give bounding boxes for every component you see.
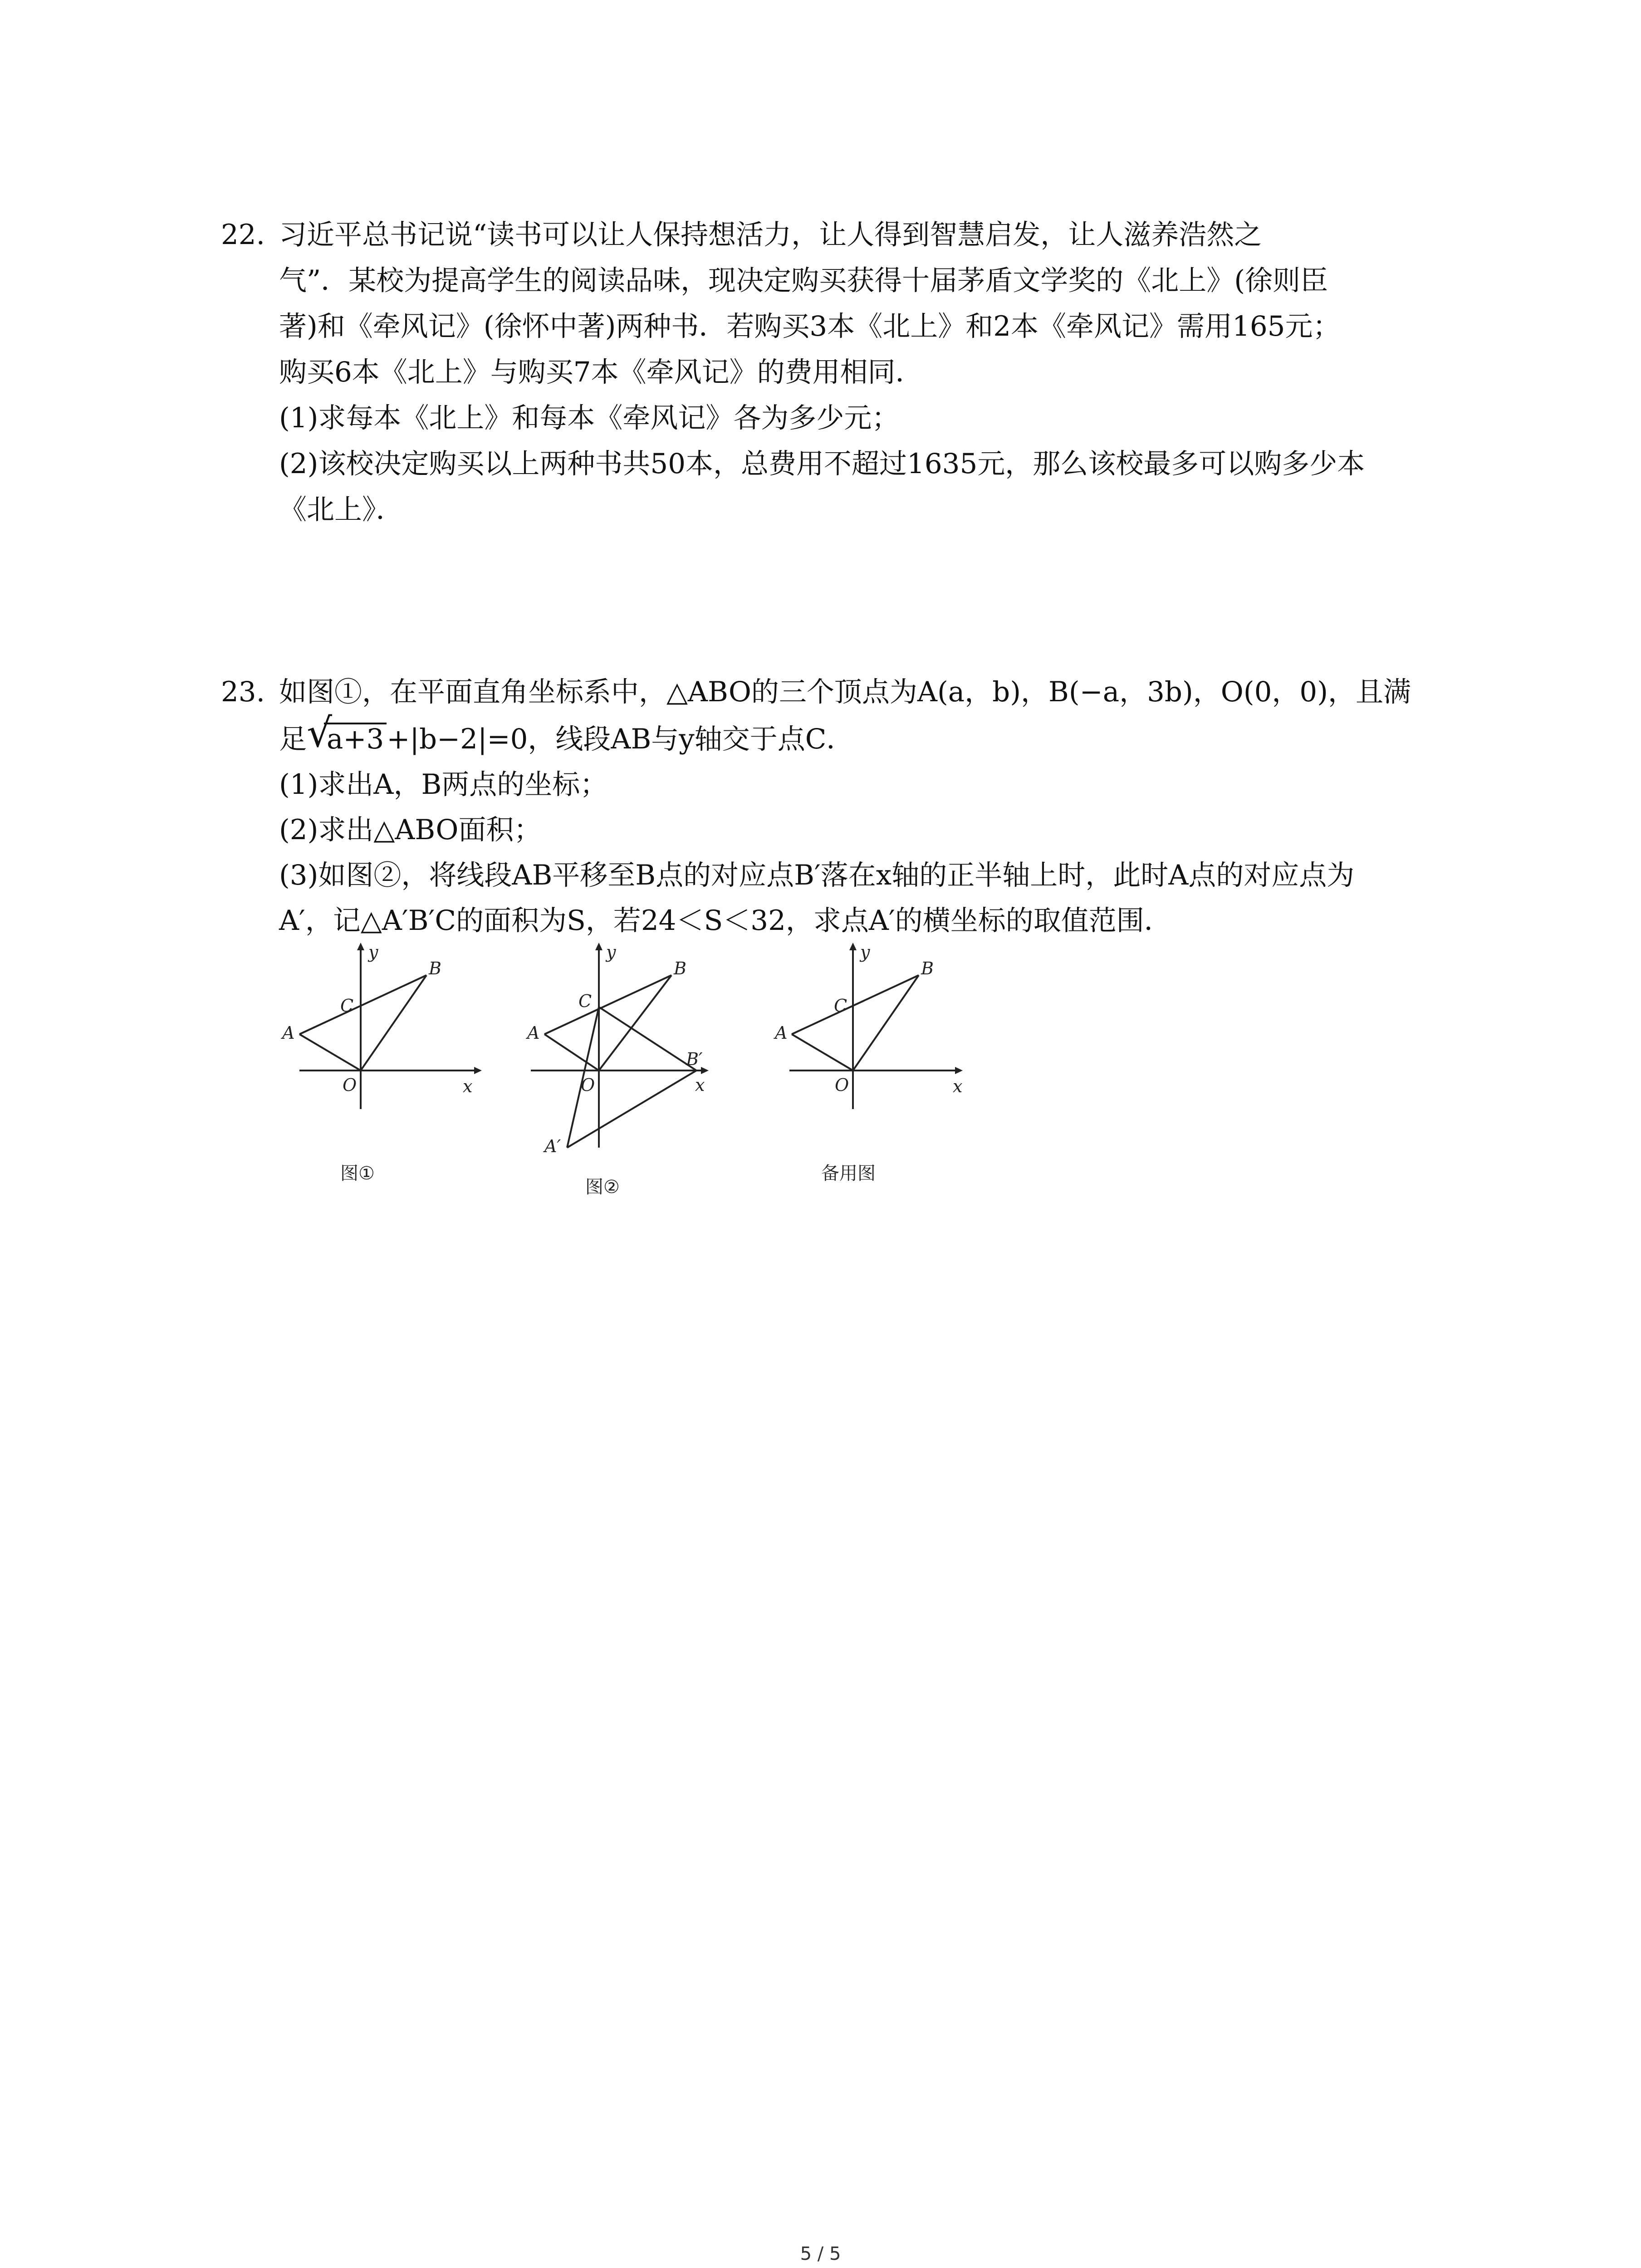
problem-23-line-2-suffix: +|b−2|=0，线段AB与y轴交于点C． — [387, 723, 854, 755]
x-axis-arrow-icon — [955, 1067, 963, 1074]
label-x: x — [953, 1076, 963, 1096]
problem-22-line-4: 购买6本《北上》与购买7本《牵风记》的费用相同． — [279, 356, 923, 388]
segment-AB — [299, 975, 426, 1034]
label-A: A — [527, 1023, 540, 1043]
page-number: 5 / 5 — [800, 2244, 841, 2264]
problem-22-line-3: 著)和《牵风记》(徐怀中著)两种书．若购买3本《北上》和2本《牵风记》需用165元； — [279, 310, 1341, 342]
segment-AB — [792, 975, 919, 1034]
figure-2 — [517, 939, 744, 1207]
y-axis-arrow-icon — [357, 943, 364, 950]
problem-22-part-2: (2)该校决定购买以上两种书共50本，总费用不超过1635元，那么该校最多可以购多少本 — [279, 448, 1365, 480]
label-B: B — [921, 958, 934, 978]
problem-23-number: 23. — [221, 676, 265, 708]
label-A-prime: A′ — [544, 1136, 561, 1156]
label-B: B — [674, 958, 686, 978]
y-axis-arrow-icon — [849, 943, 857, 950]
problem-23-line-1: 如图①，在平面直角坐标系中，△ABO的三个顶点为A(a，b)，B(−a，3b)，O(0，0)，且满 — [279, 676, 1411, 708]
label-O: O — [835, 1075, 849, 1095]
segment-AO — [299, 1034, 361, 1070]
problem-23-line-6: A′，记△A′B′C的面积为S，若24＜S＜32，求点A′的横坐标的取值范围． — [279, 904, 1172, 937]
problem-22-line-2: 气”．某校为提高学生的阅读品味，现决定购买获得十届茅盾文学奖的《北上》(徐则臣 — [279, 264, 1328, 297]
segment-AO — [792, 1034, 853, 1070]
label-C: C — [578, 991, 592, 1011]
label-y: y — [606, 942, 616, 962]
label-y: y — [368, 942, 378, 962]
label-y: y — [860, 942, 870, 962]
radicand: a+3 — [324, 723, 387, 754]
label-A: A — [282, 1023, 295, 1043]
label-O: O — [343, 1075, 357, 1095]
problem-22-part-1: (1)求每本《北上》和每本《牵风记》各为多少元； — [279, 402, 900, 434]
sqrt-expression — [307, 709, 387, 758]
label-C: C — [340, 996, 354, 1016]
figure-1 — [272, 939, 499, 1207]
segment-AB — [544, 975, 671, 1034]
figure-1-caption: 图① — [340, 1163, 375, 1184]
problem-22-line-1: 习近平总书记说“读书可以让人保持想活力，让人得到智慧启发，让人滋养浩然之 — [279, 219, 1262, 251]
figure-2-diagram — [517, 939, 744, 1207]
problem-23-line-2-prefix: 足 — [279, 723, 307, 755]
problem-22-number: 22. — [221, 219, 265, 251]
figure-1-diagram — [272, 939, 499, 1207]
problem-23-part-1: (1)求出A，B两点的坐标； — [279, 768, 608, 801]
figure-3-caption: 备用图 — [821, 1163, 876, 1184]
problem-23-part-2: (2)求出△ABO面积； — [279, 814, 542, 846]
segment-BO — [599, 975, 671, 1070]
problem-23-part-3: (3)如图②，将线段AB平移至B点的对应点B′落在x轴的正半轴上时，此时A点的对应点为 — [279, 859, 1355, 891]
problem-23-line-2 — [279, 709, 854, 758]
label-x: x — [463, 1076, 473, 1096]
x-axis-arrow-icon — [474, 1067, 482, 1074]
label-B-prime: B′ — [686, 1049, 703, 1069]
figure-3 — [771, 939, 998, 1207]
problem-22-line-7: 《北上》． — [279, 494, 404, 526]
radical-sign: √ — [307, 709, 333, 756]
label-x: x — [695, 1075, 705, 1095]
label-A: A — [775, 1023, 788, 1043]
figure-2-caption: 图② — [585, 1177, 620, 1198]
figure-3-diagram — [771, 939, 998, 1207]
segment-C-B-prime — [599, 1007, 696, 1070]
label-O: O — [581, 1075, 595, 1095]
label-B: B — [429, 958, 441, 978]
label-C: C — [834, 996, 847, 1016]
y-axis-arrow-icon — [595, 943, 603, 950]
